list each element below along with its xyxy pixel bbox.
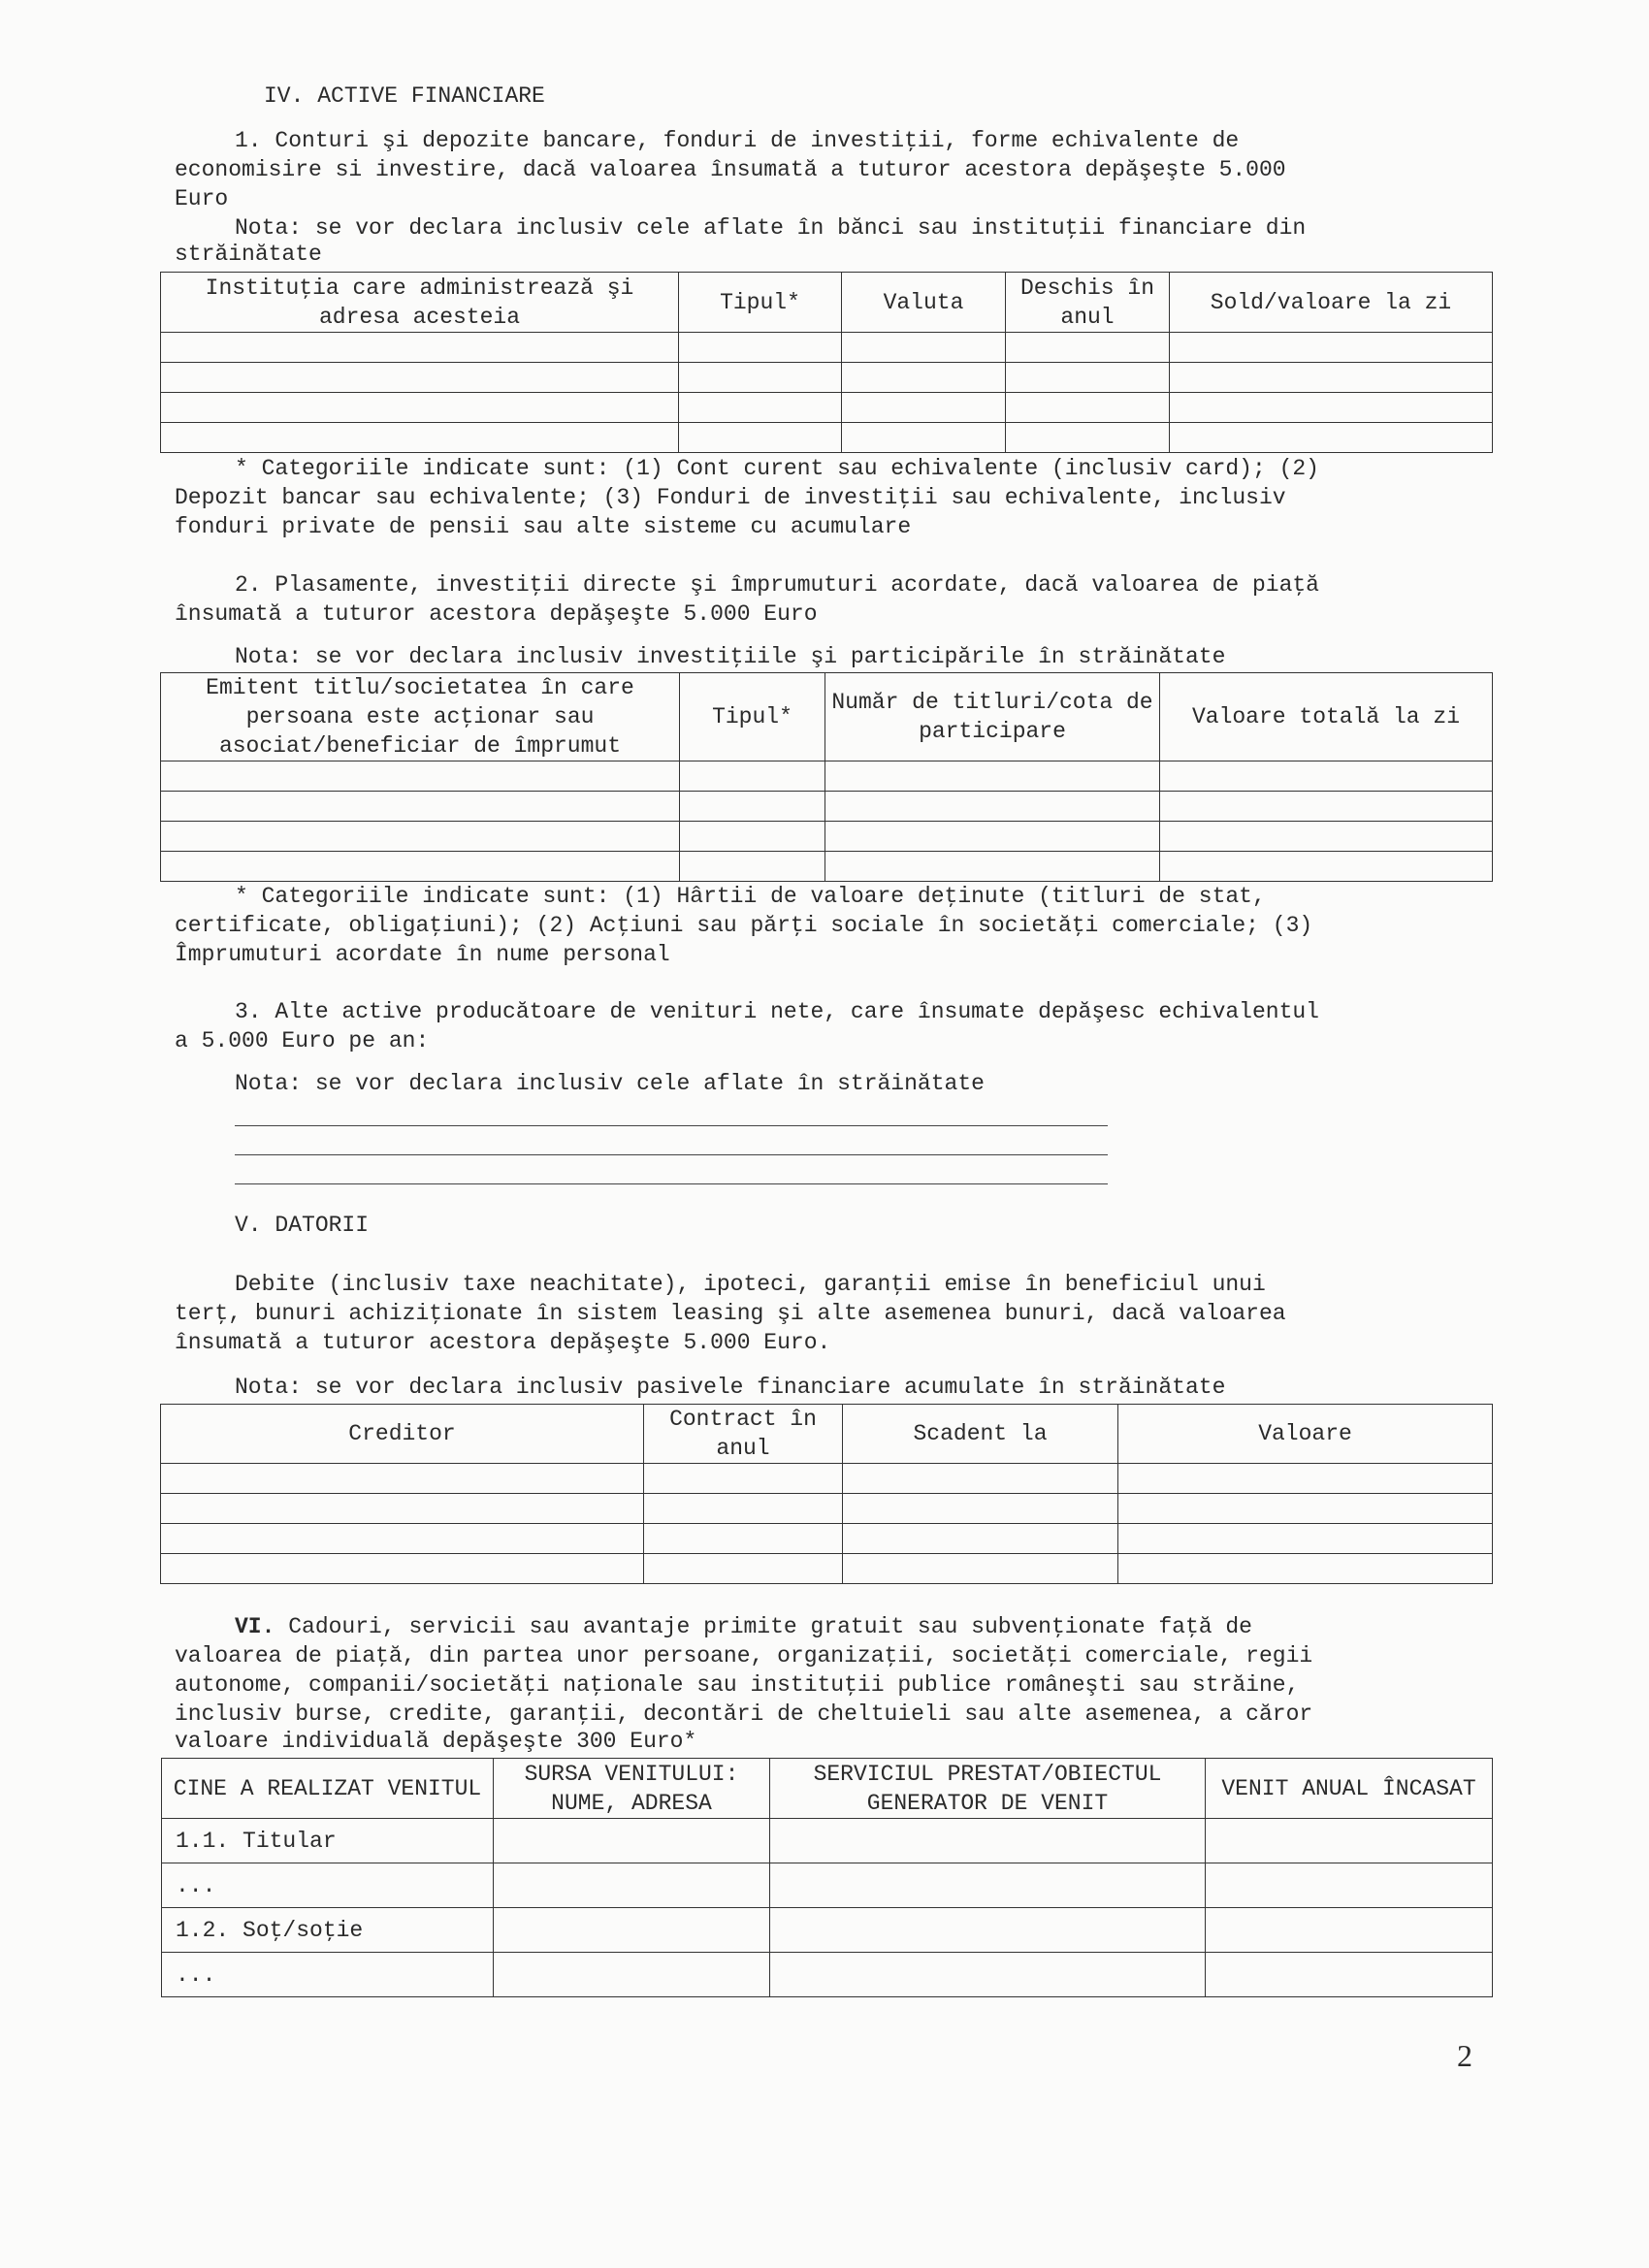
note2: Nota: se vor declara inclusiv investiţiile şi participările în străinătate <box>235 644 1226 669</box>
table-cell[interactable] <box>1118 1524 1493 1554</box>
col-header-source: SURSA VENITULUI: NUME, ADRESA <box>494 1759 770 1819</box>
col-header-value: Valoare <box>1118 1405 1493 1464</box>
fill-line-2[interactable] <box>235 1154 1108 1155</box>
table-cell[interactable] <box>825 852 1160 882</box>
table-cell[interactable] <box>1160 761 1493 792</box>
table-cell[interactable] <box>494 1908 770 1953</box>
table-cell[interactable] <box>842 393 1006 423</box>
table-row <box>161 822 1493 852</box>
debts-line-2: terţ, bunuri achiziţionate în sistem leasing şi alte asemenea bunuri, dacă valoarea <box>175 1301 1286 1326</box>
table-row <box>161 761 1493 792</box>
table-cell[interactable] <box>843 1554 1118 1584</box>
p1-line-3: Euro <box>175 186 229 211</box>
table-cell[interactable] <box>1170 393 1493 423</box>
table-cell[interactable] <box>679 363 842 393</box>
section-iv-heading: IV. ACTIVE FINANCIARE <box>264 83 545 109</box>
table-cell[interactable] <box>1160 822 1493 852</box>
table-cell[interactable] <box>494 1953 770 1997</box>
table-cell[interactable] <box>1006 333 1170 363</box>
footnote1-line-3: fonduri private de pensii sau alte sisteme cu acumulare <box>175 514 912 539</box>
col-header-due-date: Scadent la <box>843 1405 1118 1464</box>
table-row <box>161 1524 1493 1554</box>
section-vi-heading: VI. <box>235 1614 275 1639</box>
gifts-line-3: autonome, companii/societăţi naţionale sau instituţii publice româneşti sau străine, <box>175 1672 1300 1698</box>
table-cell[interactable] <box>825 761 1160 792</box>
col-header-type: Tipul* <box>679 273 842 333</box>
table-row <box>161 1494 1493 1524</box>
table-cell[interactable] <box>770 1908 1206 1953</box>
table-cell[interactable] <box>1206 1863 1493 1908</box>
table-cell[interactable] <box>161 792 680 822</box>
table-cell[interactable] <box>644 1494 843 1524</box>
p3-line-1: 3. Alte active producătoare de venituri nete, care însumate depăşesc echivalentul <box>235 999 1319 1024</box>
table-bank-accounts <box>160 272 1493 453</box>
table-cell[interactable] <box>161 1524 644 1554</box>
col-header-service: SERVICIUL PRESTAT/OBIECTUL GENERATOR DE VENIT <box>770 1759 1206 1819</box>
table-row <box>161 852 1493 882</box>
table-cell[interactable] <box>1206 1908 1493 1953</box>
table-row <box>161 393 1493 423</box>
footnote2-line-2: certificate, obligaţiuni); (2) Acţiuni sau părţi sociale în societăţi comerciale; (3) <box>175 913 1313 938</box>
table-cell[interactable] <box>1170 423 1493 453</box>
table-cell[interactable] <box>842 333 1006 363</box>
p1-line-1: 1. Conturi şi depozite bancare, fonduri de investiţii, forme echivalente de <box>235 128 1240 153</box>
p3-line-2: a 5.000 Euro pe an: <box>175 1028 430 1053</box>
table-cell[interactable] <box>644 1524 843 1554</box>
col-header-balance: Sold/valoare la zi <box>1170 273 1493 333</box>
table-cell[interactable] <box>1160 792 1493 822</box>
table-cell[interactable] <box>161 363 679 393</box>
col-header-type: Tipul* <box>680 673 825 761</box>
table-cell[interactable] <box>1118 1494 1493 1524</box>
p2-line-2: însumată a tuturor acestora depăşeşte 5.000 Euro <box>175 601 818 627</box>
row-label-ellipsis: ... <box>162 1863 494 1908</box>
col-header-creditor: Creditor <box>161 1405 644 1464</box>
gifts-line-4: inclusiv burse, credite, garanţii, decontări de cheltuieli sau alte asemenea, a căror <box>175 1701 1313 1727</box>
table-cell[interactable] <box>770 1953 1206 1997</box>
table-row <box>161 1464 1493 1494</box>
table-cell[interactable] <box>679 423 842 453</box>
table-row <box>161 423 1493 453</box>
table-cell[interactable] <box>679 333 842 363</box>
table-cell[interactable] <box>679 393 842 423</box>
col-header-opened-year: Deschis în anul <box>1006 273 1170 333</box>
table-cell[interactable] <box>1006 423 1170 453</box>
table-cell[interactable] <box>494 1863 770 1908</box>
table-cell[interactable] <box>680 852 825 882</box>
col-header-currency: Valuta <box>842 273 1006 333</box>
debts-line-1: Debite (inclusiv taxe neachitate), ipoteci, garanţii emise în beneficiul unui <box>235 1272 1266 1297</box>
footnote1-line-2: Depozit bancar sau echivalente; (3) Fonduri de investiţii sau echivalente, inclusiv <box>175 485 1286 510</box>
debts-note: Nota: se vor declara inclusiv pasivele financiare acumulate în străinătate <box>235 1375 1226 1400</box>
footnote2-line-3: Împrumuturi acordate în nume personal <box>175 942 670 967</box>
table-cell[interactable] <box>1160 852 1493 882</box>
row-label-ellipsis: ... <box>162 1953 494 1997</box>
debts-line-3: însumată a tuturor acestora depăşeşte 5.000 Euro. <box>175 1330 831 1355</box>
table-row <box>162 1819 1493 1863</box>
table-cell[interactable] <box>161 761 680 792</box>
table-cell[interactable] <box>843 1464 1118 1494</box>
note3: Nota: se vor declara inclusiv cele aflate în străinătate <box>235 1071 985 1096</box>
gifts-line-1-text: Cadouri, servicii sau avantaje primite gratuit sau subvenţionate faţă de <box>275 1614 1252 1639</box>
table-cell[interactable] <box>1118 1464 1493 1494</box>
table-row <box>161 1554 1493 1584</box>
footnote1-line-1: * Categoriile indicate sunt: (1) Cont curent sau echivalente (inclusiv card); (2) <box>235 456 1319 481</box>
col-header-total-value: Valoare totală la zi <box>1160 673 1493 761</box>
table-cell[interactable] <box>825 792 1160 822</box>
p1-line-2: economisire si investire, dacă valoarea însumată a tuturor acestora depăşeşte 5.000 <box>175 157 1286 182</box>
gifts-line-5: valoare individuală depăşeşte 300 Euro* <box>175 1729 697 1754</box>
table-gifts <box>161 1758 1493 1997</box>
table-cell[interactable] <box>1170 333 1493 363</box>
table-cell[interactable] <box>843 1494 1118 1524</box>
table-cell[interactable] <box>770 1863 1206 1908</box>
table-cell[interactable] <box>680 822 825 852</box>
section-v-heading: V. DATORII <box>235 1213 370 1238</box>
note1-line-1: Nota: se vor declara inclusiv cele aflate în bănci sau instituţii financiare din <box>235 215 1307 241</box>
page-number: 2 <box>1457 2038 1472 2073</box>
table-row <box>161 792 1493 822</box>
col-header-annual-income: VENIT ANUAL ÎNCASAT <box>1206 1759 1493 1819</box>
table-cell[interactable] <box>842 423 1006 453</box>
table-cell[interactable] <box>644 1464 843 1494</box>
col-header-institution: Instituţia care administrează şi adresa acesteia <box>161 273 679 333</box>
table-cell[interactable] <box>1006 363 1170 393</box>
table-cell[interactable] <box>1170 363 1493 393</box>
table-cell[interactable] <box>161 852 680 882</box>
table-investments <box>160 672 1493 882</box>
table-cell[interactable] <box>161 1494 644 1524</box>
col-header-issuer: Emitent titlu/societatea în care persoana este acţionar sau asociat/beneficiar de împrumut <box>161 673 680 761</box>
table-cell[interactable] <box>494 1819 770 1863</box>
fill-line-3[interactable] <box>235 1183 1108 1184</box>
gifts-line-2: valoarea de piaţă, din partea unor persoane, organizaţii, societăţi comerciale, regii <box>175 1643 1313 1669</box>
col-header-who: CINE A REALIZAT VENITUL <box>162 1759 494 1819</box>
p2-line-1: 2. Plasamente, investiţii directe şi împrumuturi acordate, dacă valoarea de piaţă <box>235 572 1319 598</box>
row-label-spouse: 1.2. Soţ/soţie <box>162 1908 494 1953</box>
table-row <box>161 363 1493 393</box>
table-cell[interactable] <box>1206 1953 1493 1997</box>
table-cell[interactable] <box>1206 1819 1493 1863</box>
table-cell[interactable] <box>1118 1554 1493 1584</box>
table-cell[interactable] <box>161 1464 644 1494</box>
col-header-contract-year: Contract în anul <box>644 1405 843 1464</box>
row-label-titular: 1.1. Titular <box>162 1819 494 1863</box>
col-header-shares: Număr de titluri/cota de participare <box>825 673 1160 761</box>
note1-line-2: străinătate <box>175 242 322 267</box>
table-debts <box>160 1404 1493 1584</box>
table-cell[interactable] <box>680 761 825 792</box>
table-cell[interactable] <box>161 423 679 453</box>
table-cell[interactable] <box>161 1554 644 1584</box>
table-cell[interactable] <box>842 363 1006 393</box>
table-cell[interactable] <box>644 1554 843 1584</box>
table-cell[interactable] <box>825 822 1160 852</box>
table-cell[interactable] <box>770 1819 1206 1863</box>
table-cell[interactable] <box>843 1524 1118 1554</box>
table-row <box>162 1863 1493 1908</box>
gifts-line-1 <box>235 1616 1252 1638</box>
fill-line-1[interactable] <box>235 1125 1108 1126</box>
table-cell[interactable] <box>680 792 825 822</box>
table-row <box>161 333 1493 363</box>
table-cell[interactable] <box>161 393 679 423</box>
footnote2-line-1: * Categoriile indicate sunt: (1) Hârtii de valoare deţinute (titluri de stat, <box>235 884 1266 909</box>
table-cell[interactable] <box>161 822 680 852</box>
table-row <box>162 1953 1493 1997</box>
table-cell[interactable] <box>161 333 679 363</box>
table-cell[interactable] <box>1006 393 1170 423</box>
table-row <box>162 1908 1493 1953</box>
